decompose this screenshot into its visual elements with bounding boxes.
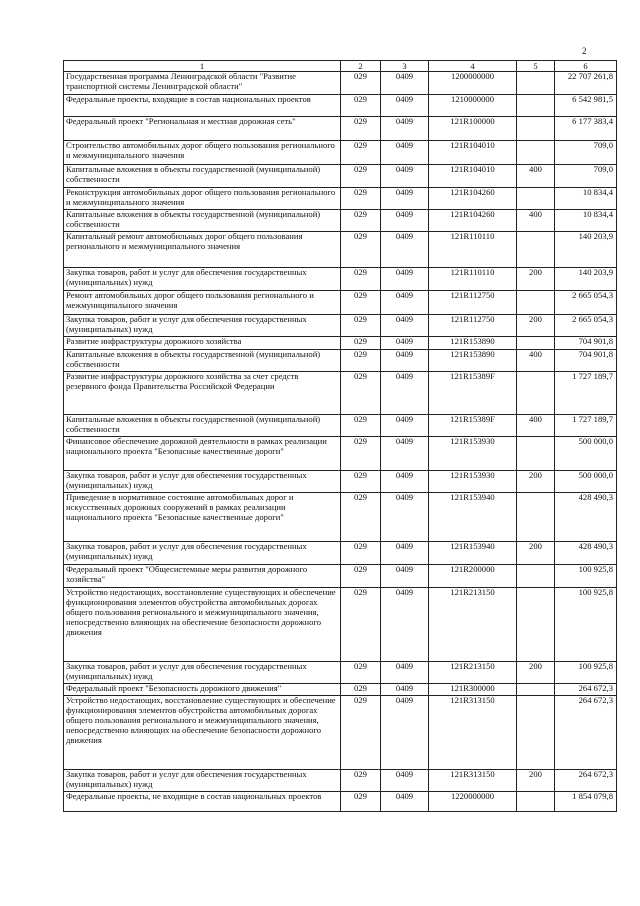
cell-col2: 029 (341, 565, 381, 588)
cell-col3: 0409 (381, 770, 429, 792)
cell-col3: 0409 (381, 210, 429, 232)
cell-amount: 1 727 189,7 (555, 415, 617, 437)
cell-name: Закупка товаров, работ и услуг для обеспечения государственных (муниципальных) нужд (64, 770, 341, 792)
cell-col4: 121R112750 (429, 315, 517, 337)
table-row (64, 141, 617, 165)
cell-amount: 1 727 189,7 (555, 372, 617, 415)
cell-amount: 709,0 (555, 141, 617, 165)
cell-col5: 400 (517, 165, 555, 188)
cell-col4: 121R104260 (429, 188, 517, 210)
cell-col3: 0409 (381, 565, 429, 588)
cell-col5 (517, 117, 555, 141)
cell-col4: 121R200000 (429, 565, 517, 588)
cell-col2: 029 (341, 770, 381, 792)
cell-name: Капитальные вложения в объекты государственной (муниципальной) собственности (64, 415, 341, 437)
cell-col2: 029 (341, 684, 381, 696)
table-row (64, 662, 617, 684)
cell-col3: 0409 (381, 232, 429, 268)
cell-amount: 500 000,0 (555, 471, 617, 493)
column-header: 2 (341, 61, 381, 72)
cell-col2: 029 (341, 95, 381, 117)
cell-amount: 704 901,8 (555, 337, 617, 350)
cell-col5 (517, 684, 555, 696)
cell-col5 (517, 337, 555, 350)
cell-col5: 400 (517, 350, 555, 372)
cell-col5: 200 (517, 315, 555, 337)
cell-col5 (517, 72, 555, 95)
cell-name: Финансовое обеспечение дорожной деятельности в рамках реализации национального проекта "Безопасные качественные дороги" (64, 437, 341, 471)
table-row (64, 770, 617, 792)
table-row (64, 315, 617, 337)
cell-col2: 029 (341, 437, 381, 471)
table-row (64, 350, 617, 372)
cell-name: Государственная программа Ленинградской области "Развитие транспортной системы Ленинградской области" (64, 72, 341, 95)
cell-col4: 121R15389F (429, 415, 517, 437)
cell-col2: 029 (341, 493, 381, 542)
cell-col4: 121R213150 (429, 588, 517, 662)
cell-col5: 400 (517, 210, 555, 232)
cell-name: Устройство недостающих, восстановление существующих и обеспечение функционирования элементов обустройства автомобильных дорогах общего пользования регионального и межмуниципального значения, непосредственно влияющих на обеспечение безопасности дорожного движения (64, 588, 341, 662)
cell-col2: 029 (341, 268, 381, 291)
cell-name: Закупка товаров, работ и услуг для обеспечения государственных (муниципальных) нужд (64, 542, 341, 565)
cell-name: Приведение в нормативное состояние автомобильных дорог и искусственных дорожных сооружений в рамках реализации национального проекта "Безопасные качественные дороги" (64, 493, 341, 542)
table-row (64, 337, 617, 350)
table-row (64, 372, 617, 415)
cell-name: Капитальные вложения в объекты государственной (муниципальной) собственности (64, 165, 341, 188)
cell-col5 (517, 565, 555, 588)
cell-col4: 1200000000 (429, 72, 517, 95)
cell-col5 (517, 232, 555, 268)
cell-name: Федеральный проект "Региональная и местная дорожная сеть" (64, 117, 341, 141)
cell-col2: 029 (341, 792, 381, 812)
cell-col5 (517, 792, 555, 812)
column-header: 3 (381, 61, 429, 72)
cell-col2: 029 (341, 662, 381, 684)
cell-amount: 2 665 054,3 (555, 315, 617, 337)
cell-amount: 100 925,8 (555, 565, 617, 588)
cell-col3: 0409 (381, 337, 429, 350)
cell-col4: 121R313150 (429, 696, 517, 770)
cell-col2: 029 (341, 337, 381, 350)
cell-col4: 121R110110 (429, 268, 517, 291)
cell-name: Развитие инфраструктуры дорожного хозяйства (64, 337, 341, 350)
cell-amount: 264 672,3 (555, 770, 617, 792)
cell-name: Закупка товаров, работ и услуг для обеспечения государственных (муниципальных) нужд (64, 315, 341, 337)
cell-name: Капитальные вложения в объекты государственной (муниципальной) собственности (64, 350, 341, 372)
cell-col3: 0409 (381, 291, 429, 315)
column-header: 5 (517, 61, 555, 72)
cell-col2: 029 (341, 188, 381, 210)
budget-table (63, 60, 617, 812)
cell-name: Реконструкция автомобильных дорог общего пользования регионального и межмуниципального значения (64, 188, 341, 210)
cell-amount: 709,0 (555, 165, 617, 188)
cell-col2: 029 (341, 415, 381, 437)
cell-col2: 029 (341, 210, 381, 232)
cell-col4: 121R153930 (429, 471, 517, 493)
column-header: 4 (429, 61, 517, 72)
cell-col2: 029 (341, 117, 381, 141)
cell-col3: 0409 (381, 165, 429, 188)
cell-name: Федеральный проект "Безопасность дорожного движения" (64, 684, 341, 696)
table-row (64, 291, 617, 315)
cell-col4: 121R104010 (429, 141, 517, 165)
cell-name: Федеральные проекты, не входящие в состав национальных проектов (64, 792, 341, 812)
cell-name: Закупка товаров, работ и услуг для обеспечения государственных (муниципальных) нужд (64, 471, 341, 493)
table-row (64, 72, 617, 95)
cell-col5: 400 (517, 415, 555, 437)
cell-name: Устройство недостающих, восстановление существующих и обеспечение функционирования элементов обустройства автомобильных дорогах общего пользования регионального и межмуниципального значения, непосредственно влияющих на обеспечение безопасности дорожного движения (64, 696, 341, 770)
cell-col3: 0409 (381, 493, 429, 542)
table-row (64, 117, 617, 141)
cell-name: Развитие инфраструктуры дорожного хозяйства за счет средств резервного фонда Правительства Российской Федерации (64, 372, 341, 415)
cell-name: Федеральный проект "Общесистемные меры развития дорожного хозяйства" (64, 565, 341, 588)
cell-col5: 200 (517, 662, 555, 684)
cell-col2: 029 (341, 232, 381, 268)
cell-amount: 6 542 981,5 (555, 95, 617, 117)
cell-amount: 6 177 383,4 (555, 117, 617, 141)
cell-amount: 22 707 261,8 (555, 72, 617, 95)
cell-amount: 100 925,8 (555, 588, 617, 662)
column-header: 6 (555, 61, 617, 72)
cell-col3: 0409 (381, 792, 429, 812)
cell-col4: 121R104010 (429, 165, 517, 188)
cell-col4: 121R313150 (429, 770, 517, 792)
cell-amount: 428 490,3 (555, 493, 617, 542)
cell-col4: 121R110110 (429, 232, 517, 268)
cell-col3: 0409 (381, 372, 429, 415)
cell-col5: 200 (517, 770, 555, 792)
cell-col3: 0409 (381, 315, 429, 337)
cell-col4: 121R153890 (429, 350, 517, 372)
cell-col4: 1210000000 (429, 95, 517, 117)
cell-amount: 10 834,4 (555, 188, 617, 210)
table-row (64, 165, 617, 188)
cell-col2: 029 (341, 141, 381, 165)
cell-amount: 2 665 054,3 (555, 291, 617, 315)
table-row (64, 493, 617, 542)
cell-amount: 140 203,9 (555, 232, 617, 268)
cell-col4: 121R300000 (429, 684, 517, 696)
cell-col3: 0409 (381, 662, 429, 684)
cell-col5 (517, 437, 555, 471)
cell-col4: 121R153940 (429, 493, 517, 542)
cell-col5 (517, 588, 555, 662)
cell-name: Строительство автомобильных дорог общего пользования регионального и межмуниципального значения (64, 141, 341, 165)
cell-col2: 029 (341, 696, 381, 770)
table-row (64, 684, 617, 696)
cell-col5: 200 (517, 268, 555, 291)
table-row (64, 210, 617, 232)
cell-name: Закупка товаров, работ и услуг для обеспечения государственных (муниципальных) нужд (64, 662, 341, 684)
cell-amount: 1 854 079,8 (555, 792, 617, 812)
cell-col3: 0409 (381, 95, 429, 117)
table-row (64, 565, 617, 588)
cell-col2: 029 (341, 72, 381, 95)
cell-col4: 1220000000 (429, 792, 517, 812)
cell-col4: 121R153890 (429, 337, 517, 350)
cell-amount: 264 672,3 (555, 684, 617, 696)
cell-col2: 029 (341, 588, 381, 662)
cell-amount: 704 901,8 (555, 350, 617, 372)
cell-col5 (517, 493, 555, 542)
cell-col2: 029 (341, 165, 381, 188)
cell-col4: 121R213150 (429, 662, 517, 684)
cell-col2: 029 (341, 315, 381, 337)
cell-col5 (517, 95, 555, 117)
cell-col2: 029 (341, 372, 381, 415)
cell-name: Ремонт автомобильных дорог общего пользования регионального и межмуниципального значения (64, 291, 341, 315)
cell-amount: 10 834,4 (555, 210, 617, 232)
cell-name: Капитальные вложения в объекты государственной (муниципальной) собственности (64, 210, 341, 232)
table-row (64, 696, 617, 770)
cell-col4: 121R153930 (429, 437, 517, 471)
cell-col5 (517, 291, 555, 315)
table-row (64, 437, 617, 471)
cell-amount: 500 000,0 (555, 437, 617, 471)
cell-col3: 0409 (381, 471, 429, 493)
cell-col5: 200 (517, 471, 555, 493)
cell-col2: 029 (341, 542, 381, 565)
table-row (64, 542, 617, 565)
cell-name: Капитальный ремонт автомобильных дорог общего пользования регионального и межмуниципального значения (64, 232, 341, 268)
cell-col4: 121R112750 (429, 291, 517, 315)
cell-col5 (517, 141, 555, 165)
cell-name: Закупка товаров, работ и услуг для обеспечения государственных (муниципальных) нужд (64, 268, 341, 291)
table-row (64, 232, 617, 268)
cell-col3: 0409 (381, 117, 429, 141)
cell-amount: 100 925,8 (555, 662, 617, 684)
column-header: 1 (64, 61, 341, 72)
cell-amount: 428 490,3 (555, 542, 617, 565)
table-row (64, 188, 617, 210)
cell-col3: 0409 (381, 188, 429, 210)
cell-amount: 264 672,3 (555, 696, 617, 770)
cell-col4: 121R15389F (429, 372, 517, 415)
cell-col2: 029 (341, 350, 381, 372)
page-number: 2 (582, 46, 587, 56)
cell-col5 (517, 696, 555, 770)
cell-col3: 0409 (381, 350, 429, 372)
cell-col3: 0409 (381, 415, 429, 437)
table-row (64, 95, 617, 117)
cell-col3: 0409 (381, 542, 429, 565)
cell-col4: 121R100000 (429, 117, 517, 141)
cell-col3: 0409 (381, 588, 429, 662)
cell-col4: 121R153940 (429, 542, 517, 565)
cell-col2: 029 (341, 291, 381, 315)
cell-col4: 121R104260 (429, 210, 517, 232)
table-row (64, 471, 617, 493)
cell-col5: 200 (517, 542, 555, 565)
cell-col3: 0409 (381, 72, 429, 95)
cell-col3: 0409 (381, 696, 429, 770)
cell-amount: 140 203,9 (555, 268, 617, 291)
cell-col2: 029 (341, 471, 381, 493)
cell-col3: 0409 (381, 437, 429, 471)
table-row (64, 588, 617, 662)
cell-col3: 0409 (381, 684, 429, 696)
table-row (64, 415, 617, 437)
cell-name: Федеральные проекты, входящие в состав национальных проектов (64, 95, 341, 117)
cell-col5 (517, 372, 555, 415)
table-row (64, 268, 617, 291)
cell-col3: 0409 (381, 141, 429, 165)
cell-col5 (517, 188, 555, 210)
header-row (64, 61, 617, 72)
table-row (64, 792, 617, 812)
cell-col3: 0409 (381, 268, 429, 291)
